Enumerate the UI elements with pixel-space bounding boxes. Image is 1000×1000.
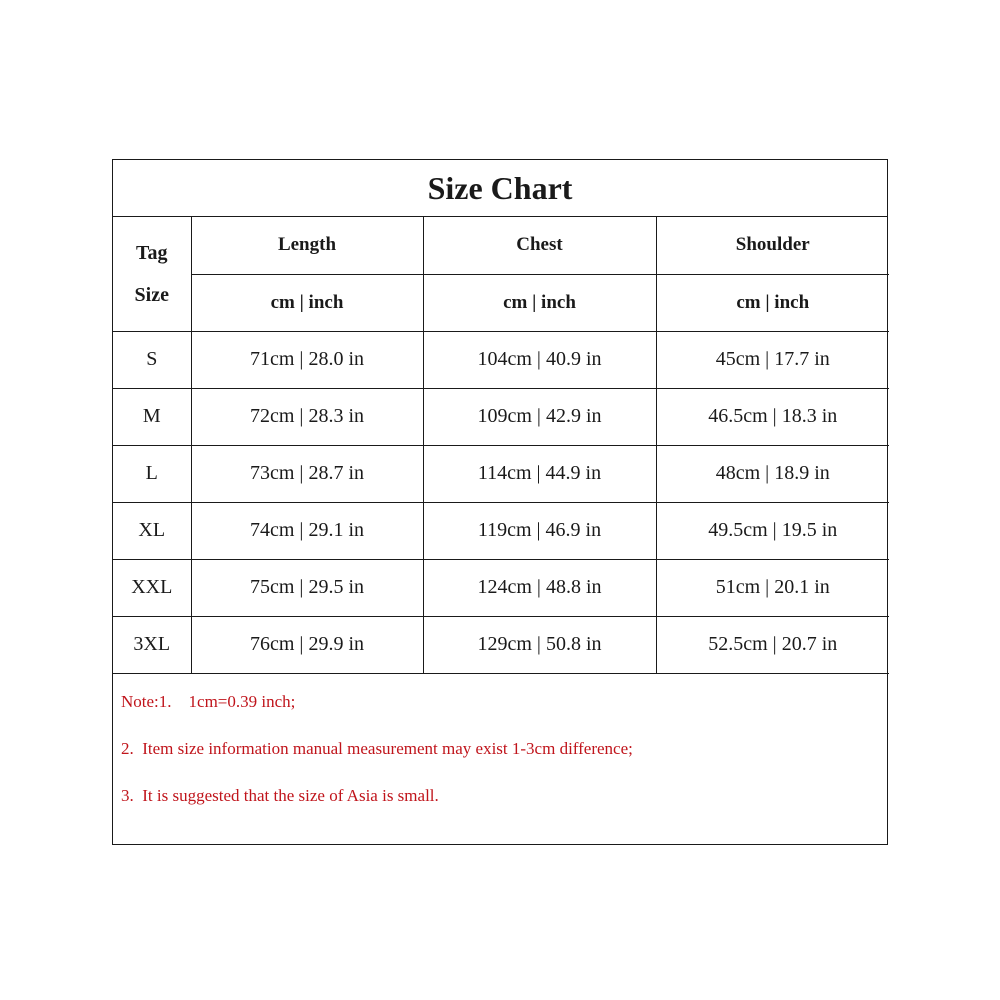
page-title: Size Chart xyxy=(113,160,887,217)
chest-cell: 124cm | 48.8 in xyxy=(423,559,656,616)
length-cell: 76cm | 29.9 in xyxy=(191,616,423,673)
chest-cell: 129cm | 50.8 in xyxy=(423,616,656,673)
column-header-chest: Chest xyxy=(423,217,656,274)
note-line: 3. It is suggested that the size of Asia is small. xyxy=(121,785,439,805)
length-cell: 74cm | 29.1 in xyxy=(191,502,423,559)
chest-cell: 119cm | 46.9 in xyxy=(423,502,656,559)
size-cell: XXL xyxy=(113,559,191,616)
size-cell: XL xyxy=(113,502,191,559)
size-cell: L xyxy=(113,445,191,502)
size-chart-sheet xyxy=(112,159,888,845)
table-row xyxy=(113,388,889,445)
chest-cell: 104cm | 40.9 in xyxy=(423,331,656,388)
table-row xyxy=(113,445,889,502)
note-line: Note:1. 1cm=0.39 inch; xyxy=(121,691,296,711)
table-row xyxy=(113,559,889,616)
header-row xyxy=(113,217,889,274)
table-row xyxy=(113,331,889,388)
length-cell: 71cm | 28.0 in xyxy=(191,331,423,388)
size-table xyxy=(113,217,889,674)
length-cell: 73cm | 28.7 in xyxy=(191,445,423,502)
tag-size-header xyxy=(113,217,191,331)
note-line: 2. Item size information manual measurement may exist 1-3cm difference; xyxy=(121,738,633,758)
size-cell: S xyxy=(113,331,191,388)
shoulder-cell: 51cm | 20.1 in xyxy=(656,559,889,616)
length-cell: 72cm | 28.3 in xyxy=(191,388,423,445)
notes-section xyxy=(113,674,887,833)
shoulder-cell: 48cm | 18.9 in xyxy=(656,445,889,502)
unit-row xyxy=(113,274,889,331)
size-cell: 3XL xyxy=(113,616,191,673)
size-label: Size xyxy=(134,283,169,306)
chest-cell: 114cm | 44.9 in xyxy=(423,445,656,502)
length-cell: 75cm | 29.5 in xyxy=(191,559,423,616)
column-header-shoulder: Shoulder xyxy=(656,217,889,274)
shoulder-cell: 49.5cm | 19.5 in xyxy=(656,502,889,559)
shoulder-cell: 46.5cm | 18.3 in xyxy=(656,388,889,445)
shoulder-cell: 52.5cm | 20.7 in xyxy=(656,616,889,673)
unit-label-shoulder: cm | inch xyxy=(656,274,889,331)
tag-label: Tag xyxy=(135,241,168,264)
table-row xyxy=(113,502,889,559)
table-row xyxy=(113,616,889,673)
column-header-length: Length xyxy=(191,217,423,274)
unit-label-chest: cm | inch xyxy=(423,274,656,331)
chest-cell: 109cm | 42.9 in xyxy=(423,388,656,445)
unit-label-length: cm | inch xyxy=(191,274,423,331)
shoulder-cell: 45cm | 17.7 in xyxy=(656,331,889,388)
size-cell: M xyxy=(113,388,191,445)
